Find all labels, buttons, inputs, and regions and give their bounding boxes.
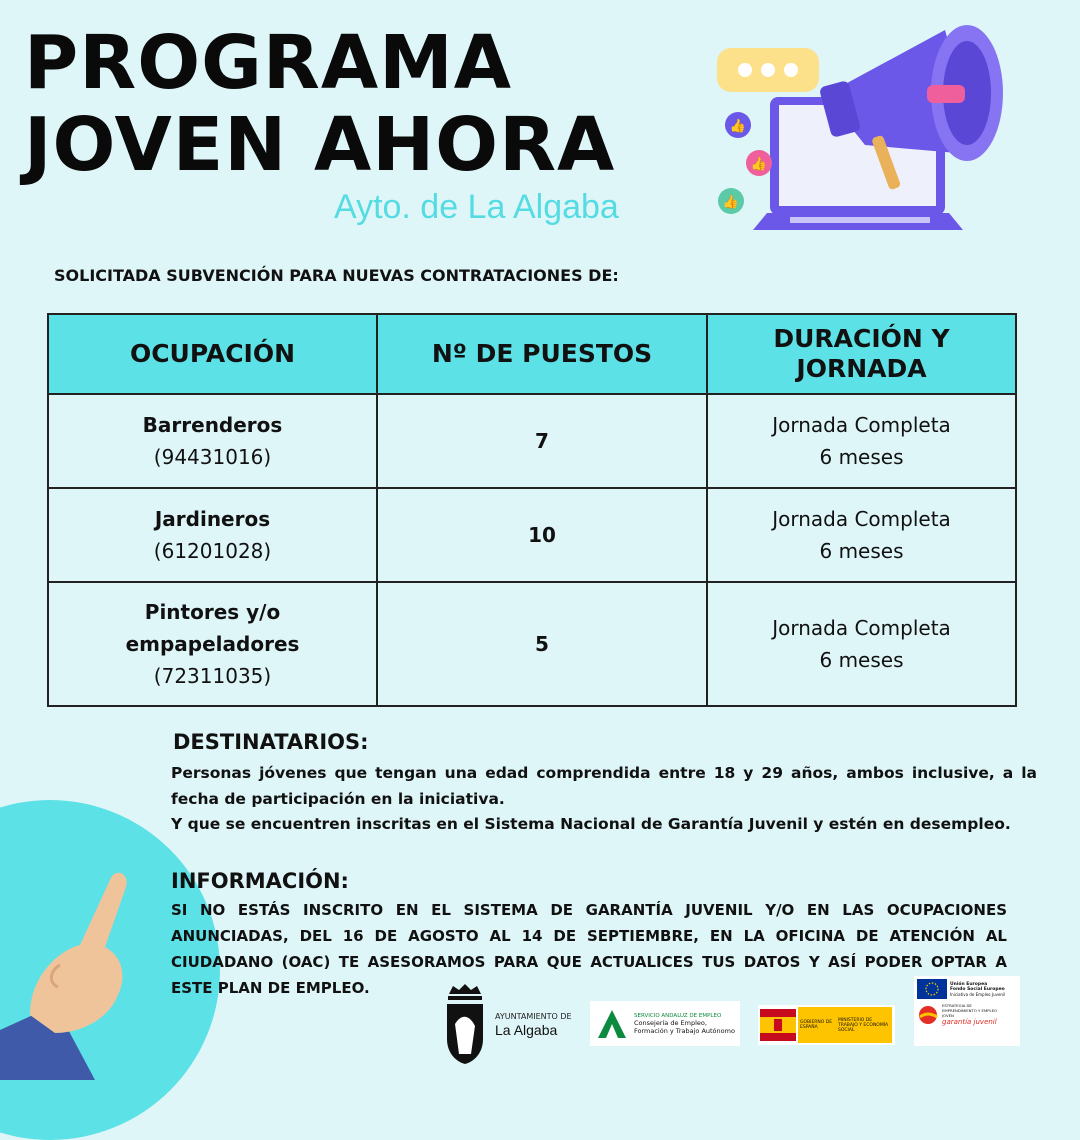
header-duracion: DURACIÓN Y JORNADA — [707, 314, 1016, 394]
sae-a-icon — [596, 1008, 628, 1040]
pointing-hand-illustration — [0, 855, 170, 1080]
table-row — [48, 582, 1016, 706]
informacion-heading: INFORMACIÓN: — [171, 869, 349, 893]
duracion: 6 meses — [819, 648, 904, 672]
gobierno-logo — [758, 1005, 895, 1045]
table-row — [48, 394, 1016, 488]
title-line-1: PROGRAMA — [24, 20, 513, 106]
sae-line-1: SERVICIO ANDALUZ DE EMPLEO — [634, 1012, 722, 1019]
jobs-table — [47, 313, 1017, 707]
posts-count: 10 — [377, 488, 707, 582]
destinatarios-heading: DESTINATARIOS: — [173, 730, 369, 754]
gj-line-2: garantía juvenil — [942, 1018, 997, 1026]
occupation-code: (61201028) — [153, 539, 272, 563]
eu-line-2: Fondo Social Europeo — [950, 986, 1005, 992]
coat-of-arms-icon — [443, 984, 487, 1066]
occupation-name: Jardineros — [154, 507, 271, 531]
occupation-code: (72311035) — [153, 664, 272, 688]
duracion: 6 meses — [819, 539, 904, 563]
jornada: Jornada Completa — [772, 507, 951, 531]
page-title — [24, 22, 615, 186]
duracion: 6 meses — [819, 445, 904, 469]
occupation-name: Pintores y/o empapeladores — [125, 600, 300, 656]
informacion-text: SI NO ESTÁS INSCRITO EN EL SISTEMA DE GARANTÍA JUVENIL Y/O EN LAS OCUPACIONES ANUNCIADAS, DEL 16 DE AGOSTO AL 14 DE SEPTIEMBRE, EN LA OFICINA DE ATENCIÓN AL CIUDADANO (OAC) TE ASESORAMOS PARA QUE ACTUALICES TUS DATOS Y ASÍ PODER OPTAR A ESTE PLAN DE EMPLEO. — [171, 901, 1007, 997]
gj-line-1: ESTRATEGIA DE EMPRENDIMIENTO Y EMPLEO JOVEN — [942, 1003, 998, 1018]
jornada: Jornada Completa — [772, 616, 951, 640]
gob-line-2: MINISTERIO DE TRABAJO Y ECONOMÍA SOCIAL — [838, 1017, 889, 1033]
title-line-2: JOVEN AHORA — [24, 102, 616, 188]
sae-logo — [590, 1001, 740, 1046]
occupation-name: Barrenderos — [142, 413, 283, 437]
table-row — [48, 488, 1016, 582]
garantia-juvenil-icon — [917, 1004, 939, 1026]
jornada: Jornada Completa — [772, 413, 951, 437]
duration-cell — [707, 394, 1016, 488]
subtitle: Ayto. de La Algaba — [334, 188, 619, 226]
eu-line-3: Iniciativa de Empleo Juvenil — [950, 991, 1006, 997]
svg-text:👍: 👍 — [722, 195, 740, 210]
table-header-row — [48, 314, 1016, 394]
occupation-code: (94431016) — [153, 445, 272, 469]
svg-text:👍: 👍 — [729, 119, 747, 134]
posts-count: 5 — [377, 582, 707, 706]
occupation-cell — [48, 394, 377, 488]
gob-line-1: GOBIERNO DE ESPAÑA — [800, 1020, 833, 1030]
occupation-cell — [48, 488, 377, 582]
eu-line-1: Unión Europea — [950, 981, 988, 987]
ayto-small-text: AYUNTAMIENTO DE — [495, 1011, 572, 1021]
svg-text:👍: 👍 — [750, 157, 768, 172]
ayto-name: La Algaba — [495, 1021, 558, 1038]
occupation-cell — [48, 582, 377, 706]
header-puestos: Nº DE PUESTOS — [377, 314, 707, 394]
duration-cell — [707, 582, 1016, 706]
sae-line-2: Consejería de Empleo, — [634, 1018, 707, 1027]
eu-flag-icon — [917, 979, 947, 999]
ayuntamiento-logo — [443, 982, 573, 1067]
spain-flag-icon — [758, 1007, 798, 1043]
eu-garantia-logo — [914, 976, 1020, 1046]
sae-line-3: Formación y Trabajo Autónomo — [634, 1026, 735, 1035]
destinatarios-text-2: Y que se encuentren inscritas en el Sistema Nacional de Garantía Juvenil y estén en desempleo. — [171, 815, 1011, 833]
destinatarios-text-1: Personas jóvenes que tengan una edad comprendida entre 18 y 29 años, ambos inclusive, a la fecha de participación en la iniciativa. — [171, 764, 1037, 808]
megaphone-laptop-illustration — [705, 15, 1035, 245]
posts-count: 7 — [377, 394, 707, 488]
duration-cell — [707, 488, 1016, 582]
header-ocupacion: OCUPACIÓN — [48, 314, 377, 394]
subsidy-request-text: SOLICITADA SUBVENCIÓN PARA NUEVAS CONTRATACIONES DE: — [54, 266, 619, 285]
